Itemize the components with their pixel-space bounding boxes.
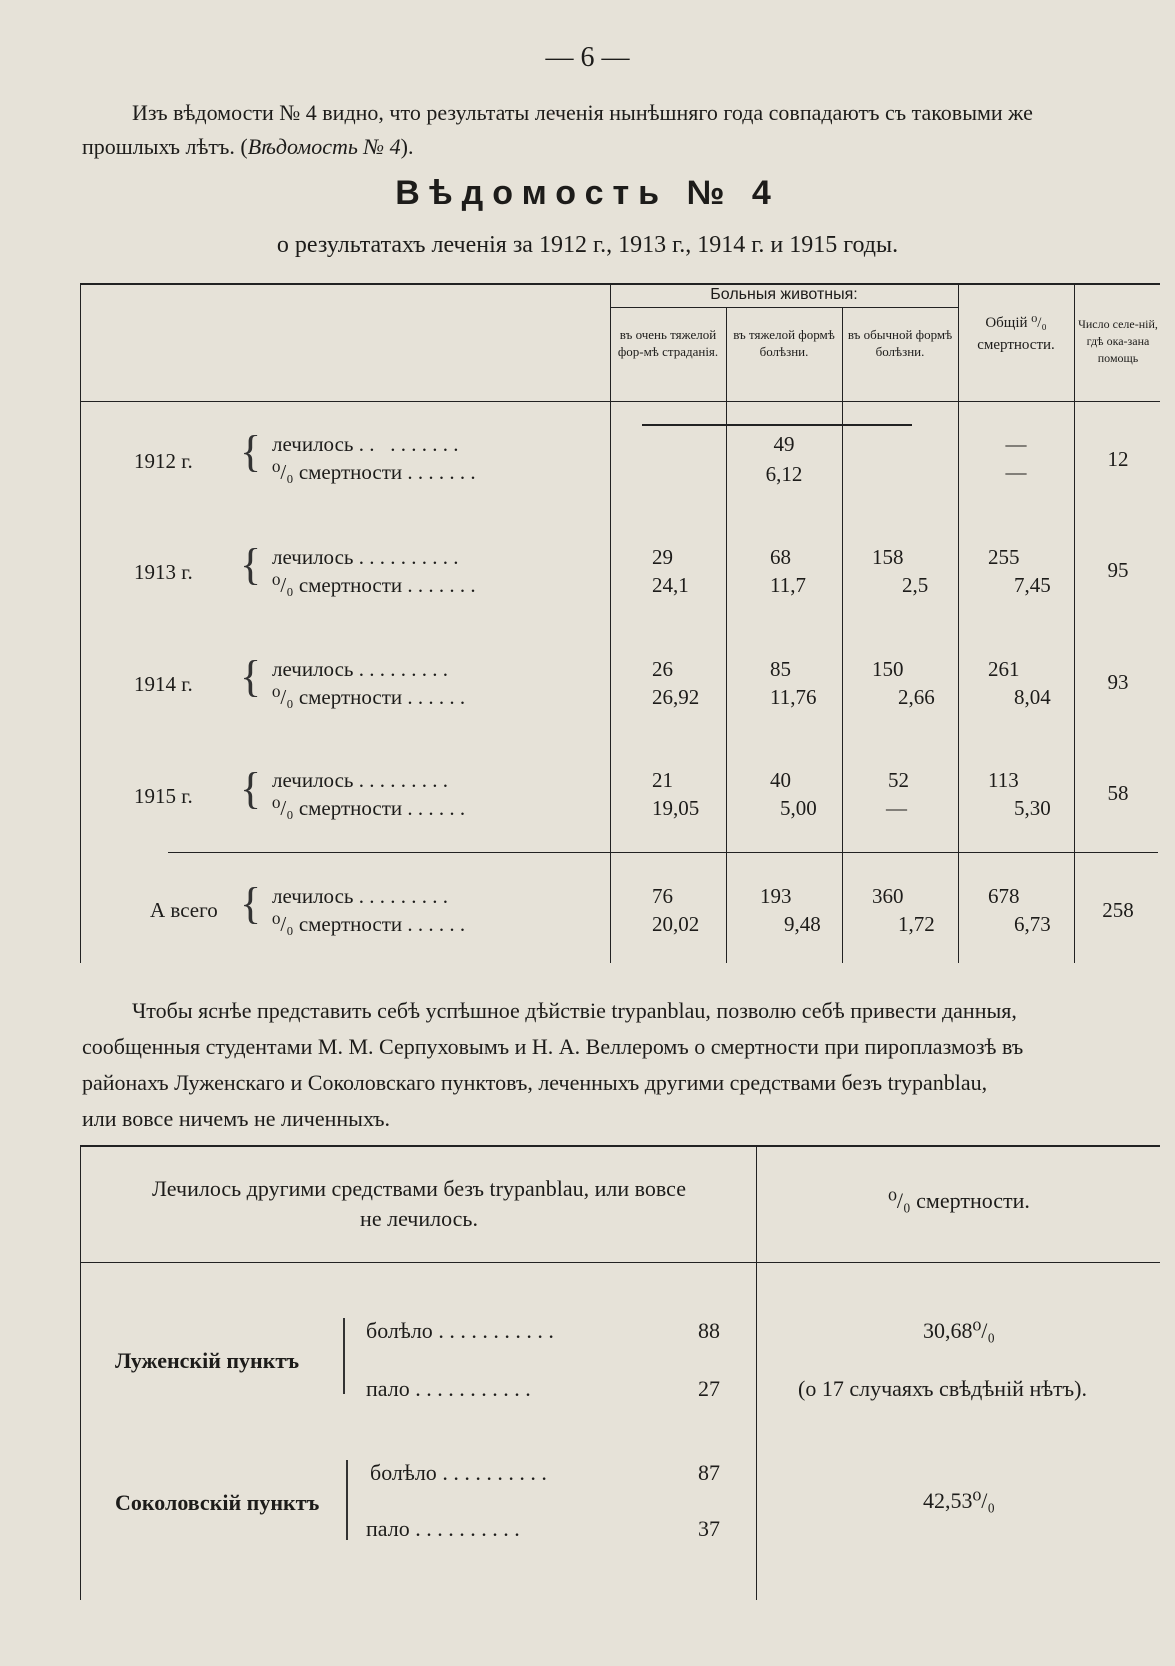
- sick-count: 87: [698, 1460, 720, 1485]
- row-label-treated: лечилось . . . . . . . . .: [272, 657, 448, 681]
- cell-c2-treated: 40: [770, 768, 791, 792]
- table1-col2-header: въ тяжелой формѣ болѣзни.: [733, 327, 835, 359]
- cell-c3-mortality: 2,66: [898, 685, 935, 709]
- intro-text: прошлыхъ лѣтъ. (: [82, 134, 248, 159]
- intro-line-2: [82, 130, 982, 164]
- cell-c5: 93: [1107, 670, 1129, 694]
- row-label-mortality: ⁰/₀ смертности . . . . . .: [272, 796, 466, 820]
- point-name: Луженскій пунктъ: [115, 1348, 300, 1373]
- row-year: 1913 г.: [134, 560, 193, 584]
- cell-c1-mortality: 24,1: [652, 573, 689, 597]
- brace: {: [240, 879, 262, 928]
- table2-header-rule: [80, 1262, 1160, 1263]
- table1-top-rule: [80, 283, 1160, 285]
- mortality-pct: 42,53⁰/₀: [922, 1488, 996, 1513]
- brace: {: [240, 427, 262, 476]
- cell-c4-mortality: —: [1005, 460, 1027, 484]
- table1-divider-3: [842, 307, 843, 963]
- cell-c2-mortality: 11,76: [770, 685, 817, 709]
- table2-header-right: ⁰/₀ смертности.: [888, 1188, 1030, 1213]
- table1-divider-1: [610, 283, 611, 963]
- cell-c4-mortality: 5,30: [1014, 796, 1051, 820]
- cell-c4-mortality: 7,45: [1014, 573, 1051, 597]
- row-label-treated: лечилось . . . . . . . . .: [272, 432, 459, 456]
- row-year: 1915 г.: [134, 784, 193, 808]
- statement-title: Вѣдомость № 4: [395, 174, 780, 212]
- mortality-pct: 30,68⁰/₀: [922, 1318, 996, 1343]
- cell-c3-treated: 360: [872, 884, 904, 908]
- cell-c2-treated: 49: [773, 432, 795, 456]
- bracket-bar: [346, 1460, 348, 1540]
- cell-c3-mortality: —: [886, 796, 907, 820]
- table1-stroke: [642, 424, 912, 426]
- cell-c1-treated: 76: [652, 884, 673, 908]
- cell-c1-treated: 21: [652, 768, 673, 792]
- cell-c5: 12: [1107, 447, 1129, 471]
- table1-total-rule: [168, 852, 1158, 853]
- cell-c4-mortality: 8,04: [1014, 685, 1051, 709]
- cell-c2-mortality: 11,7: [770, 573, 806, 597]
- cell-c4-treated: 113: [988, 768, 1019, 792]
- cell-c5: 58: [1107, 781, 1129, 805]
- died-count: 37: [698, 1516, 720, 1541]
- point-name: Соколовскій пунктъ: [115, 1490, 320, 1515]
- bracket-bar: [343, 1318, 345, 1394]
- intro-end: ).: [400, 134, 414, 159]
- page-number: — 6 —: [545, 42, 630, 73]
- brace: {: [240, 540, 262, 589]
- middle-line-2: сообщенныя студентами М. М. Серпуховымъ и Н. А. Веллеромъ о смертности при пироплазмозѣ въ: [82, 1034, 1024, 1059]
- table1-divider-4: [958, 283, 959, 963]
- row-year: 1912 г.: [134, 449, 193, 473]
- row-label-treated: лечилось . . . . . . . . .: [272, 884, 448, 908]
- cell-c1-mortality: 26,92: [652, 685, 700, 709]
- table1-col3-header: въ обычной формѣ болѣзни.: [847, 327, 953, 359]
- cell-c2-treated: 68: [770, 545, 791, 569]
- intro-reference: Вѣдомость № 4: [247, 134, 401, 159]
- statement-subtitle: о результатахъ леченія за 1912 г., 1913 г., 1914 г. и 1915 годы.: [276, 232, 899, 258]
- brace: {: [240, 764, 262, 813]
- middle-line-1: Чтобы яснѣе представить себѣ успѣшное дѣйствіе trypanblau, позволю себѣ привести данныя,: [132, 998, 1017, 1023]
- cell-c1-mortality: 19,05: [652, 796, 700, 820]
- table2-divider: [756, 1145, 757, 1600]
- sick-count: 88: [698, 1318, 720, 1343]
- table1-group-rule: [610, 307, 958, 308]
- brace: {: [240, 652, 262, 701]
- cell-c3-treated: 52: [888, 768, 909, 792]
- sick-label: болѣло . . . . . . . . . .: [370, 1460, 547, 1485]
- cell-c2-mortality: 9,48: [784, 912, 821, 936]
- table1-left-border: [80, 283, 81, 963]
- cell-c4-treated: —: [1005, 432, 1027, 456]
- cell-c1-treated: 26: [652, 657, 673, 681]
- row-label-treated: лечилось . . . . . . . . . .: [272, 545, 459, 569]
- died-count: 27: [698, 1376, 720, 1401]
- table2-left-border: [80, 1145, 81, 1600]
- table2-top-rule: [80, 1145, 1160, 1147]
- cell-c3-mortality: 2,5: [902, 573, 929, 597]
- cell-c4-treated: 261: [988, 657, 1020, 681]
- row-year: А всего: [150, 898, 218, 922]
- row-label-mortality: ⁰/₀ смертности . . . . . .: [272, 912, 466, 936]
- cell-c3-treated: 150: [872, 657, 904, 681]
- table1-divider-2: [726, 307, 727, 963]
- cell-c2-treated: 85: [770, 657, 791, 681]
- cell-c3-mortality: 1,72: [898, 912, 935, 936]
- cell-c2-mortality: 5,00: [780, 796, 817, 820]
- row-label-mortality: ⁰/₀ смертности . . . . . . .: [272, 573, 476, 597]
- died-label: пало . . . . . . . . . .: [366, 1516, 520, 1541]
- table1-col1-header: въ очень тяжелой фор-мѣ страданія.: [617, 327, 719, 359]
- row-label-treated: лечилось . . . . . . . . .: [272, 768, 448, 792]
- note: (о 17 случаяхъ свѣдѣній нѣтъ).: [798, 1376, 1087, 1401]
- table1-group-header: Больныя животныя:: [710, 286, 858, 303]
- table2-header-left: Лечилось другими средствами безъ trypanblau, или вовсе не лечилось.: [152, 1176, 686, 1231]
- died-label: пало . . . . . . . . . . .: [366, 1376, 531, 1401]
- row-label-mortality: ⁰/₀ смертности . . . . . .: [272, 685, 466, 709]
- cell-c3-treated: 158: [872, 545, 904, 569]
- table1-col4-header: Общій ⁰/₀ смертности.: [977, 315, 1055, 353]
- intro-line-1: Изъ вѣдомости № 4 видно, что результаты леченія нынѣшняго года совпадаютъ съ таковыми же: [132, 100, 1033, 125]
- table1-header-rule: [80, 401, 1160, 402]
- cell-c2-mortality: 6,12: [765, 462, 803, 486]
- cell-c1-mortality: 20,02: [652, 912, 700, 936]
- cell-c5: 95: [1107, 558, 1129, 582]
- row-year: 1914 г.: [134, 672, 193, 696]
- table1-col5-header: Число селе-ній, гдѣ ока-зана помощь: [1078, 317, 1158, 365]
- cell-c4-treated: 678: [988, 884, 1020, 908]
- cell-c4-mortality: 6,73: [1014, 912, 1051, 936]
- sick-label: болѣло . . . . . . . . . . .: [366, 1318, 554, 1343]
- middle-line-3: районахъ Луженскаго и Соколовскаго пунктовъ, леченныхъ другими средствами безъ trypanblau,: [82, 1070, 988, 1095]
- cell-c2-treated: 193: [760, 884, 792, 908]
- cell-c4-treated: 255: [988, 545, 1020, 569]
- row-label-mortality: ⁰/₀ смертности . . . . . . .: [272, 460, 476, 484]
- cell-c1-treated: 29: [652, 545, 673, 569]
- cell-c5: 258: [1102, 898, 1134, 922]
- middle-line-4: или вовсе ничемъ не личенныхъ.: [82, 1106, 390, 1131]
- table1-divider-5: [1074, 283, 1075, 963]
